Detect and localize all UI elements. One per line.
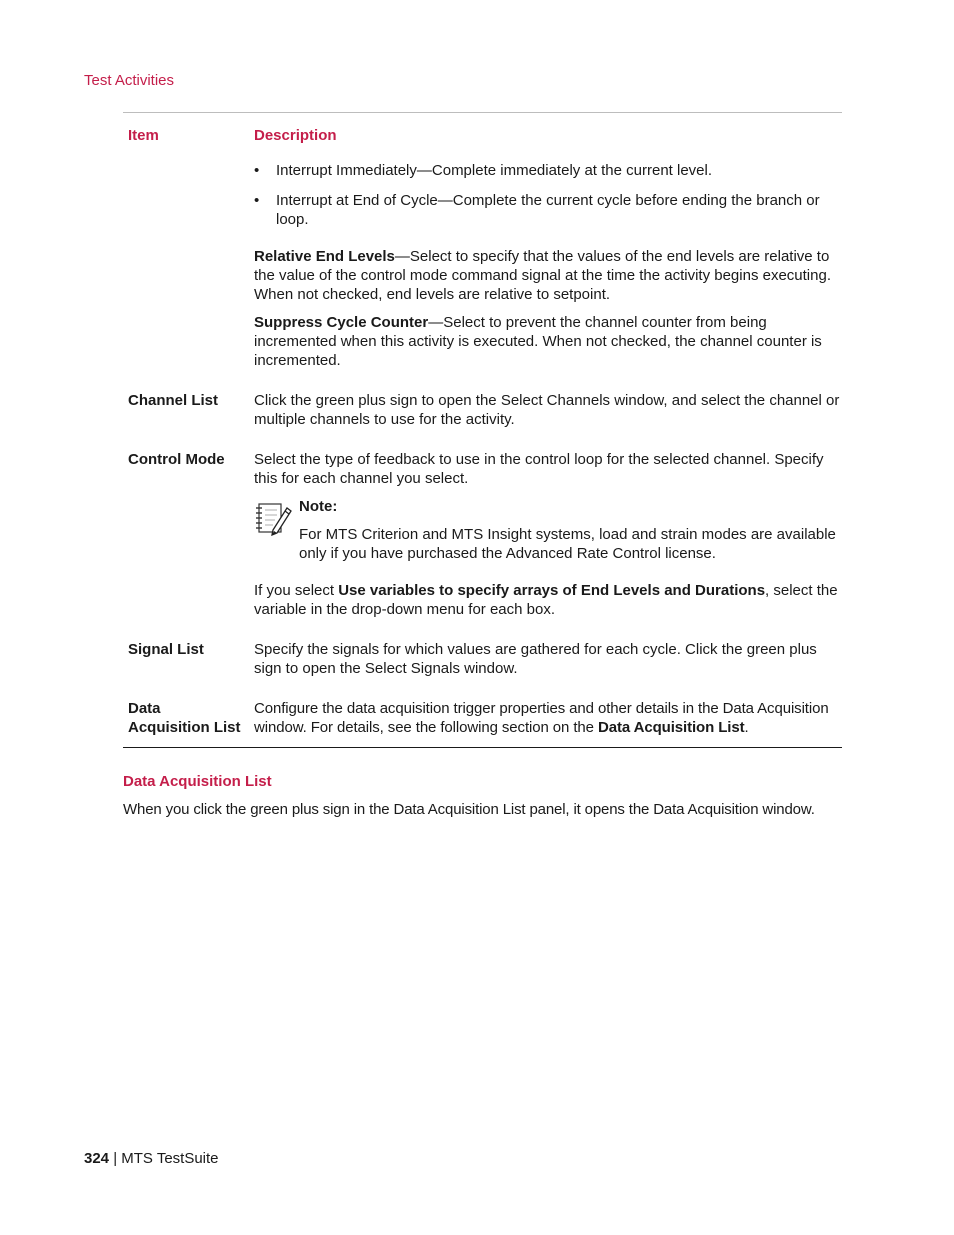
page-footer <box>84 1149 219 1168</box>
relative-end-levels-paragraph <box>254 247 844 304</box>
note-title: Note: <box>299 498 338 515</box>
signal-list-description: Specify the signals for which values are gathered for each cycle. Click the green plus sign to open the Select Signals window. <box>254 641 817 677</box>
footer-separator: | <box>109 1150 122 1167</box>
item-data-acquisition-list <box>128 699 250 737</box>
footer-product: MTS TestSuite <box>121 1150 219 1167</box>
bullet-item <box>254 191 844 229</box>
variables-term: Use variables to specify arrays of End Levels and Durations <box>338 582 766 599</box>
data-acquisition-text: Configure the data acquisition trigger properties and other details in the Data Acquisition window. For details, see the following section on the <box>254 700 829 736</box>
table-bottom-rule <box>123 747 842 748</box>
channel-list-description: Click the green plus sign to open the Select Channels window, and select the channel or multiple channels to use for the activity. <box>254 392 840 428</box>
variables-paragraph <box>254 581 844 619</box>
notepad-pencil-icon <box>254 500 292 536</box>
item-control-mode: Control Mode <box>128 451 225 468</box>
relative-end-levels-text: —Select to specify that the values of the end levels are relative to the value of the control mode command signal at the time the activity begins executing. When not checked, end levels are relative to setpoint. <box>254 248 831 303</box>
bullet-glyph: • <box>254 162 260 179</box>
control-mode-description: Select the type of feedback to use in the control loop for the selected channel. Specify this for each channel you select. <box>254 451 824 487</box>
table-top-rule <box>123 112 842 113</box>
bullet-text: Interrupt Immediately—Complete immediately at the current level. <box>276 162 713 179</box>
bullet-item <box>254 161 844 180</box>
item-label-line: Acquisition List <box>128 719 241 736</box>
note-text: For MTS Criterion and MTS Insight systems, load and strain modes are available only if you have purchased the Advanced Rate Control license. <box>299 526 836 562</box>
suppress-cycle-counter-paragraph <box>254 313 844 370</box>
variables-suffix: , select the variable in the drop-down menu for each box. <box>254 582 838 618</box>
column-header-description: Description <box>254 127 337 144</box>
bullet-text: Interrupt at End of Cycle—Complete the current cycle before ending the branch or loop. <box>276 192 820 228</box>
suppress-cycle-counter-text: —Select to prevent the channel counter from being incremented when this activity is executed. When not checked, the channel counter is incremented. <box>254 314 822 369</box>
variables-prefix: If you select <box>254 582 339 599</box>
section-title: Data Acquisition List <box>123 773 272 790</box>
relative-end-levels-term: Relative End Levels <box>254 248 395 265</box>
bullet-glyph: • <box>254 192 260 209</box>
data-acquisition-suffix: . <box>744 719 749 736</box>
data-acquisition-list-description <box>254 699 844 737</box>
item-channel-list: Channel List <box>128 392 219 409</box>
item-label-line: Data <box>128 700 161 717</box>
column-header-item: Item <box>128 127 159 144</box>
item-signal-list: Signal List <box>128 641 204 658</box>
suppress-cycle-counter-term: Suppress Cycle Counter <box>254 314 429 331</box>
breadcrumb: Test Activities <box>84 72 175 89</box>
section-body: When you click the green plus sign in the Data Acquisition List panel, it opens the Data Acquisition window. <box>123 801 815 818</box>
data-acquisition-term: Data Acquisition List <box>597 719 745 736</box>
page-number: 324 <box>84 1150 110 1167</box>
